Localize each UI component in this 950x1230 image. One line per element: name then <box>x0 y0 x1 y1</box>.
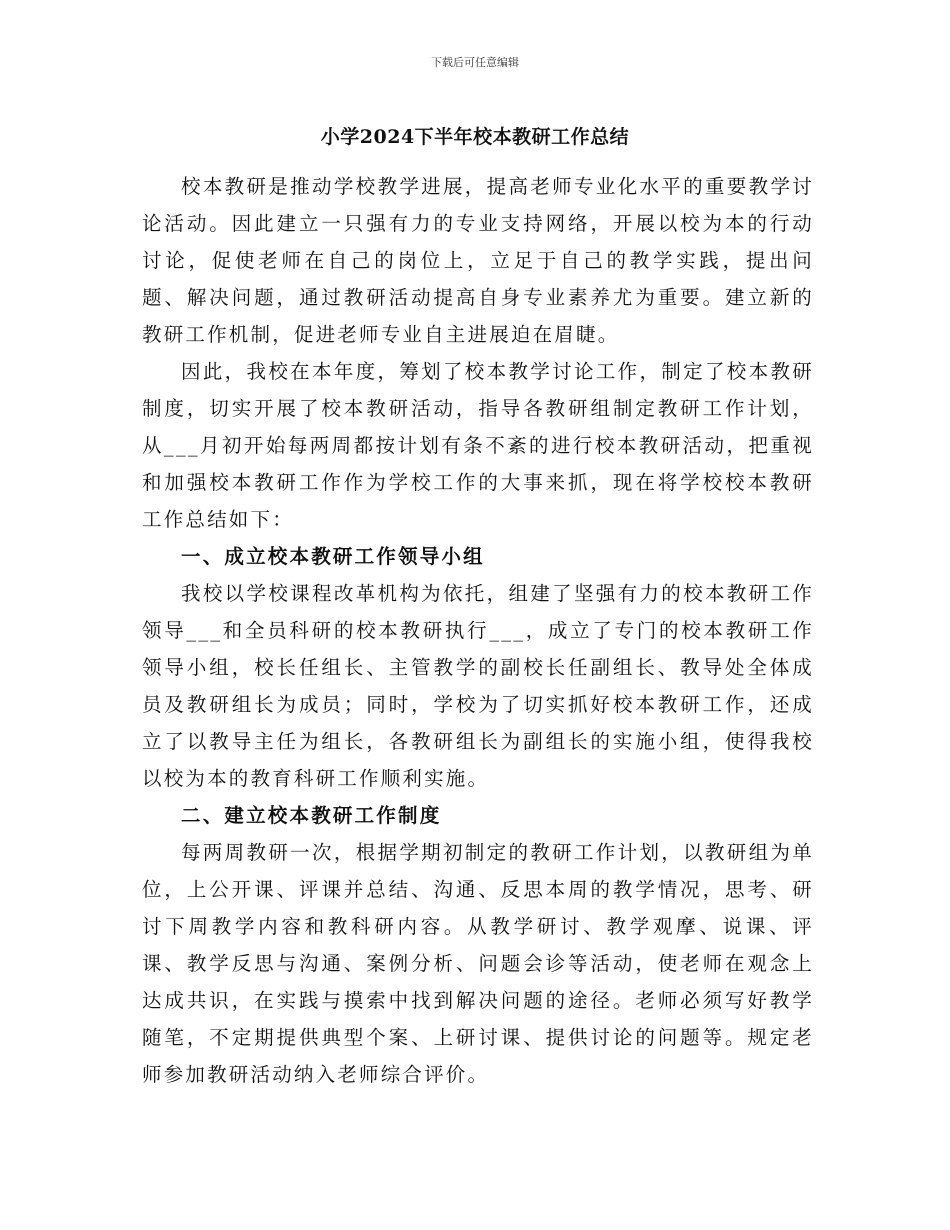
intro-paragraph: 校本教研是推动学校教学进展，提高老师专业化水平的重要教学讨论活动。因此建立一只强有力的专业支持网络，开展以校为本的行动讨论，促使老师在自己的岗位上，立足于自己的教学实践，提出问题、解决问题，通过教研活动提高自身专业素养尤为重要。建立新的教研工作机制，促进老师专业自主进展迫在眉睫。 <box>142 175 814 346</box>
section-1-heading: 一、成立校本教研工作领导小组 <box>181 545 485 568</box>
document-title: 小学2024下半年校本教研工作总结 <box>320 126 630 148</box>
section-2-heading: 二、建立校本教研工作制度 <box>181 804 442 827</box>
section-2-paragraph: 每两周教研一次，根据学期初制定的教研工作计划，以教研组为单位，上公开课、评课并总结、沟通、反思本周的教学情况，思考、研讨下周教学内容和教科研内容。从教学研讨、教学观摩、说课、评课、教学反思与沟通、案例分析、问题会诊等活动，使老师在观念上达成共识，在实践与摸索中找到解决问题的途径。老师必须写好教学随笔，不定期提供典型个案、上研讨课、提供讨论的问题等。规定老师参加教研活动纳入老师综合评价。 <box>142 841 814 1086</box>
page-header-note: 下载后可任意编辑 <box>431 56 519 69</box>
section-1-paragraph: 我校以学校课程改革机构为依托，组建了坚强有力的校本教研工作领导___和全员科研的校本教研执行___，成立了专门的校本教研工作领导小组，校长任组长、主管教学的副校长任副组长、教导处全体成员及教研组长为成员；同时，学校为了切实抓好校本教研工作，还成立了以教导主任为组长，各教研组长为副组长的实施小组，使得我校以校为本的教育科研工作顺利实施。 <box>142 582 814 790</box>
summary-intro-paragraph: 因此，我校在本年度，筹划了校本教学讨论工作，制定了校本教研制度，切实开展了校本教研活动，指导各教研组制定教研工作计划，从___月初开始每两周都按计划有条不紊的进行校本教研活动，把重视和加强校本教研工作作为学校工作的大事来抓，现在将学校校本教研工作总结如下： <box>142 360 814 531</box>
document-body <box>142 168 814 1093</box>
